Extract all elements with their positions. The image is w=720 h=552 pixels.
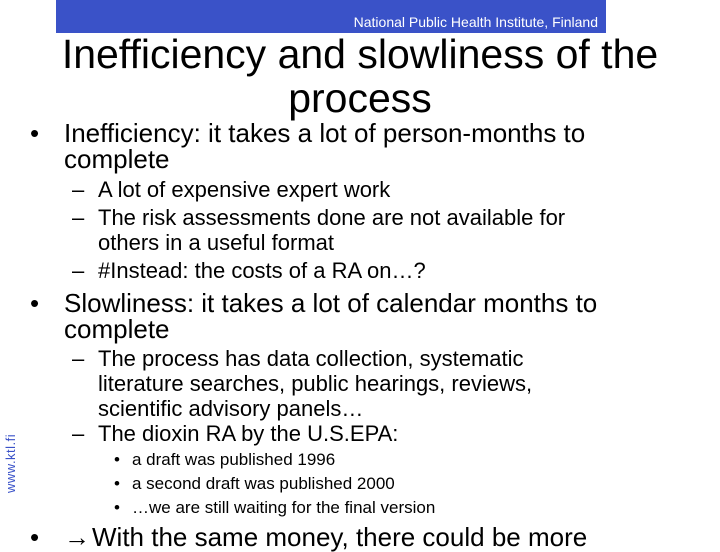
sub-bullet-text: #Instead: the costs of a RA on…? <box>98 258 426 283</box>
header-bar <box>56 0 606 33</box>
sub-bullet-line3: scientific advisory panels… <box>98 396 364 421</box>
dash-marker: – <box>72 346 85 371</box>
bullet-marker: • <box>114 498 120 517</box>
sub-bullet-text: A lot of expensive expert work <box>98 177 391 202</box>
bullet-marker: • <box>30 288 40 318</box>
bullet-same-money-text: With the same money, there could be more <box>92 522 588 552</box>
bullet-inefficiency-line2: complete <box>64 144 170 174</box>
bullet-slowliness-line1: Slowliness: it takes a lot of calendar months to <box>64 288 598 318</box>
institute-name: National Public Health Institute, Finland <box>353 14 598 30</box>
sub-sub-bullet <box>114 472 395 496</box>
bullet-inefficiency <box>30 118 586 174</box>
sub-sub-bullet-text: a second draft was published 2000 <box>132 474 395 493</box>
bullet-marker: • <box>30 118 40 148</box>
sub-bullet-line1: The risk assessments done are not available for <box>98 205 566 230</box>
bullet-same-money <box>30 522 588 552</box>
dash-marker: – <box>72 258 85 283</box>
arrow-right-icon: → <box>64 522 90 552</box>
sub-bullet <box>72 346 533 421</box>
sub-sub-bullet-text: …we are still waiting for the final version <box>132 498 436 517</box>
sub-sub-bullet <box>114 448 336 472</box>
sub-bullet <box>72 421 399 446</box>
bullet-inefficiency-line1: Inefficiency: it takes a lot of person-months to <box>64 118 586 148</box>
bullet-marker: • <box>114 474 120 493</box>
dash-marker: – <box>72 205 85 230</box>
dash-marker: – <box>72 177 85 202</box>
sub-bullet-line2: others in a useful format <box>98 230 335 255</box>
bullet-marker: • <box>114 450 120 469</box>
bullet-marker: • <box>30 522 40 552</box>
bullet-slowliness <box>30 288 598 344</box>
sub-bullet-line2: literature searches, public hearings, reviews, <box>98 371 533 396</box>
dash-marker: – <box>72 421 85 446</box>
sidebar-url: www.ktl.fi <box>3 433 18 493</box>
sub-bullet <box>72 177 391 202</box>
sub-sub-bullet-text: a draft was published 1996 <box>132 450 336 469</box>
sub-sub-bullet <box>114 496 436 520</box>
slide-title: Inefficiency and slowliness of the process <box>61 31 659 121</box>
sub-bullet-line1: The process has data collection, systematic <box>98 346 524 371</box>
bullet-slowliness-line2: complete <box>64 314 170 344</box>
sub-bullet <box>72 205 566 255</box>
sub-bullet-text: The dioxin RA by the U.S.EPA: <box>98 421 399 446</box>
sub-bullet <box>72 258 426 283</box>
